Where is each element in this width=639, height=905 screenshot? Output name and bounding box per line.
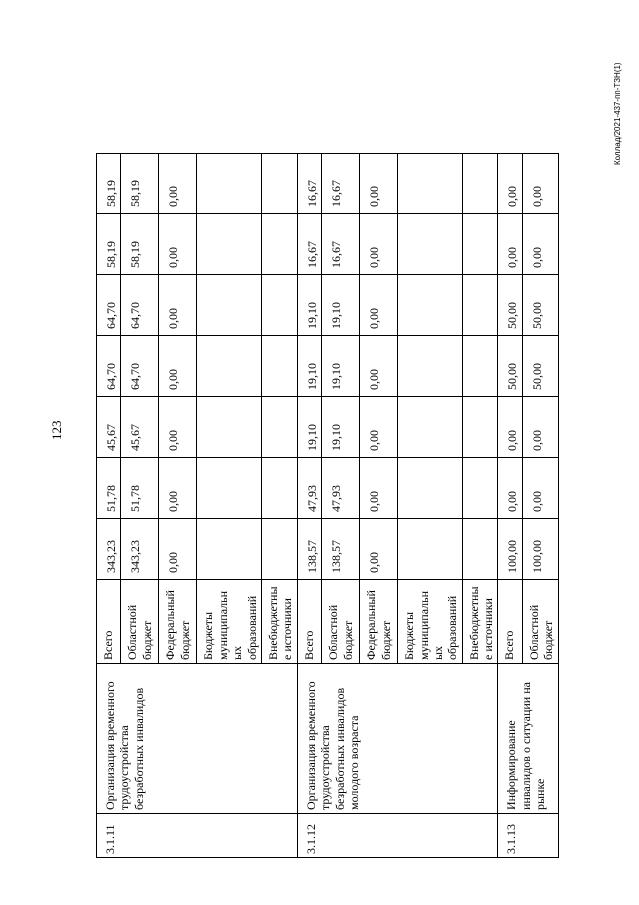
funding-source-cell: Областной бюджет xyxy=(322,580,360,664)
funding-source-cell: Всего xyxy=(498,580,522,664)
amount-cell: 47,93 xyxy=(297,458,321,519)
funding-source-cell: Областной бюджет xyxy=(121,580,159,664)
amount-cell: 58,19 xyxy=(97,154,121,214)
amount-cell: 50,00 xyxy=(498,275,522,336)
amount-cell: 138,57 xyxy=(297,519,321,580)
funding-source-cell: Всего xyxy=(97,580,121,664)
funding-source-cell: Внебюджетные источники xyxy=(462,580,498,664)
amount-cell: 0,00 xyxy=(360,458,398,519)
amount-cell: 0,00 xyxy=(498,397,522,458)
amount-cell: 0,00 xyxy=(360,397,398,458)
amount-cell xyxy=(197,458,262,519)
amount-cell xyxy=(261,397,297,458)
funding-source-cell: Всего xyxy=(297,580,321,664)
funding-source-cell: Внебюджетные источники xyxy=(261,580,297,664)
amount-cell: 100,00 xyxy=(522,519,558,580)
amount-cell xyxy=(197,275,262,336)
amount-cell: 0,00 xyxy=(498,154,522,214)
funding-source-cell: Областной бюджет xyxy=(522,580,558,664)
amount-cell: 0,00 xyxy=(522,214,558,275)
amount-cell xyxy=(398,154,463,214)
amount-cell: 50,00 xyxy=(522,275,558,336)
amount-cell xyxy=(462,519,498,580)
item-code-cell: 3.1.13 xyxy=(498,814,558,858)
funding-source-cell: Федеральный бюджет xyxy=(159,580,197,664)
amount-cell: 0,00 xyxy=(498,458,522,519)
amount-cell xyxy=(462,458,498,519)
amount-cell: 47,93 xyxy=(322,458,360,519)
amount-cell: 19,10 xyxy=(297,336,321,397)
amount-cell: 51,78 xyxy=(121,458,159,519)
document-stamp: Коллад/2021-437-пп-ТЗН(1) xyxy=(613,62,622,165)
amount-cell xyxy=(261,458,297,519)
amount-cell: 0,00 xyxy=(360,519,398,580)
amount-cell: 16,67 xyxy=(297,214,321,275)
budget-table xyxy=(96,153,559,858)
amount-cell xyxy=(197,519,262,580)
amount-cell: 51,78 xyxy=(97,458,121,519)
amount-cell xyxy=(462,275,498,336)
amount-cell: 19,10 xyxy=(322,275,360,336)
amount-cell xyxy=(398,397,463,458)
amount-cell: 0,00 xyxy=(159,275,197,336)
amount-cell: 0,00 xyxy=(159,154,197,214)
page-number: 123 xyxy=(49,420,64,440)
amount-cell xyxy=(261,336,297,397)
amount-cell xyxy=(261,154,297,214)
amount-cell: 0,00 xyxy=(360,214,398,275)
amount-cell: 0,00 xyxy=(360,154,398,214)
amount-cell xyxy=(398,336,463,397)
table-body xyxy=(97,154,559,858)
item-code-cell: 3.1.11 xyxy=(97,814,298,858)
amount-cell xyxy=(398,519,463,580)
funding-source-cell: Бюджеты муниципальных образований xyxy=(398,580,463,664)
budget-table-frame xyxy=(96,153,555,858)
table-row xyxy=(97,154,121,858)
amount-cell: 58,19 xyxy=(121,214,159,275)
amount-cell: 45,67 xyxy=(97,397,121,458)
amount-cell xyxy=(462,336,498,397)
amount-cell: 343,23 xyxy=(121,519,159,580)
item-name-cell: Организация временного трудоустройства безработных инвалидов молодого возраста xyxy=(297,664,498,814)
amount-cell xyxy=(197,336,262,397)
amount-cell: 0,00 xyxy=(159,336,197,397)
amount-cell: 0,00 xyxy=(159,458,197,519)
amount-cell: 19,10 xyxy=(322,397,360,458)
amount-cell: 19,10 xyxy=(297,275,321,336)
table-row xyxy=(297,154,321,858)
amount-cell: 50,00 xyxy=(498,336,522,397)
amount-cell: 0,00 xyxy=(522,458,558,519)
amount-cell xyxy=(398,458,463,519)
funding-source-cell: Федеральный бюджет xyxy=(360,580,398,664)
amount-cell xyxy=(398,275,463,336)
amount-cell: 138,57 xyxy=(322,519,360,580)
amount-cell: 64,70 xyxy=(97,275,121,336)
amount-cell: 64,70 xyxy=(97,336,121,397)
item-name-cell: Информирование инвалидов о ситуации на рынке xyxy=(498,664,558,814)
amount-cell: 16,67 xyxy=(297,154,321,214)
amount-cell: 16,67 xyxy=(322,214,360,275)
amount-cell: 0,00 xyxy=(522,154,558,214)
table-row xyxy=(498,154,522,858)
amount-cell: 0,00 xyxy=(360,275,398,336)
amount-cell: 0,00 xyxy=(522,397,558,458)
amount-cell xyxy=(197,214,262,275)
item-name-cell: Организация временного трудоустройства безработных инвалидов xyxy=(97,664,298,814)
amount-cell: 64,70 xyxy=(121,275,159,336)
amount-cell xyxy=(197,154,262,214)
amount-cell xyxy=(398,214,463,275)
amount-cell: 19,10 xyxy=(322,336,360,397)
amount-cell xyxy=(462,214,498,275)
amount-cell: 0,00 xyxy=(159,397,197,458)
amount-cell: 50,00 xyxy=(522,336,558,397)
amount-cell: 100,00 xyxy=(498,519,522,580)
amount-cell: 0,00 xyxy=(498,214,522,275)
amount-cell xyxy=(462,397,498,458)
amount-cell: 343,23 xyxy=(97,519,121,580)
amount-cell xyxy=(261,275,297,336)
amount-cell: 58,19 xyxy=(97,214,121,275)
amount-cell xyxy=(462,154,498,214)
funding-source-cell: Бюджеты муниципальных образований xyxy=(197,580,262,664)
amount-cell xyxy=(261,519,297,580)
amount-cell: 45,67 xyxy=(121,397,159,458)
amount-cell: 19,10 xyxy=(297,397,321,458)
amount-cell: 16,67 xyxy=(322,154,360,214)
amount-cell: 0,00 xyxy=(159,519,197,580)
amount-cell: 64,70 xyxy=(121,336,159,397)
amount-cell: 0,00 xyxy=(360,336,398,397)
amount-cell: 0,00 xyxy=(159,214,197,275)
amount-cell: 58,19 xyxy=(121,154,159,214)
amount-cell xyxy=(261,214,297,275)
item-code-cell: 3.1.12 xyxy=(297,814,498,858)
amount-cell xyxy=(197,397,262,458)
